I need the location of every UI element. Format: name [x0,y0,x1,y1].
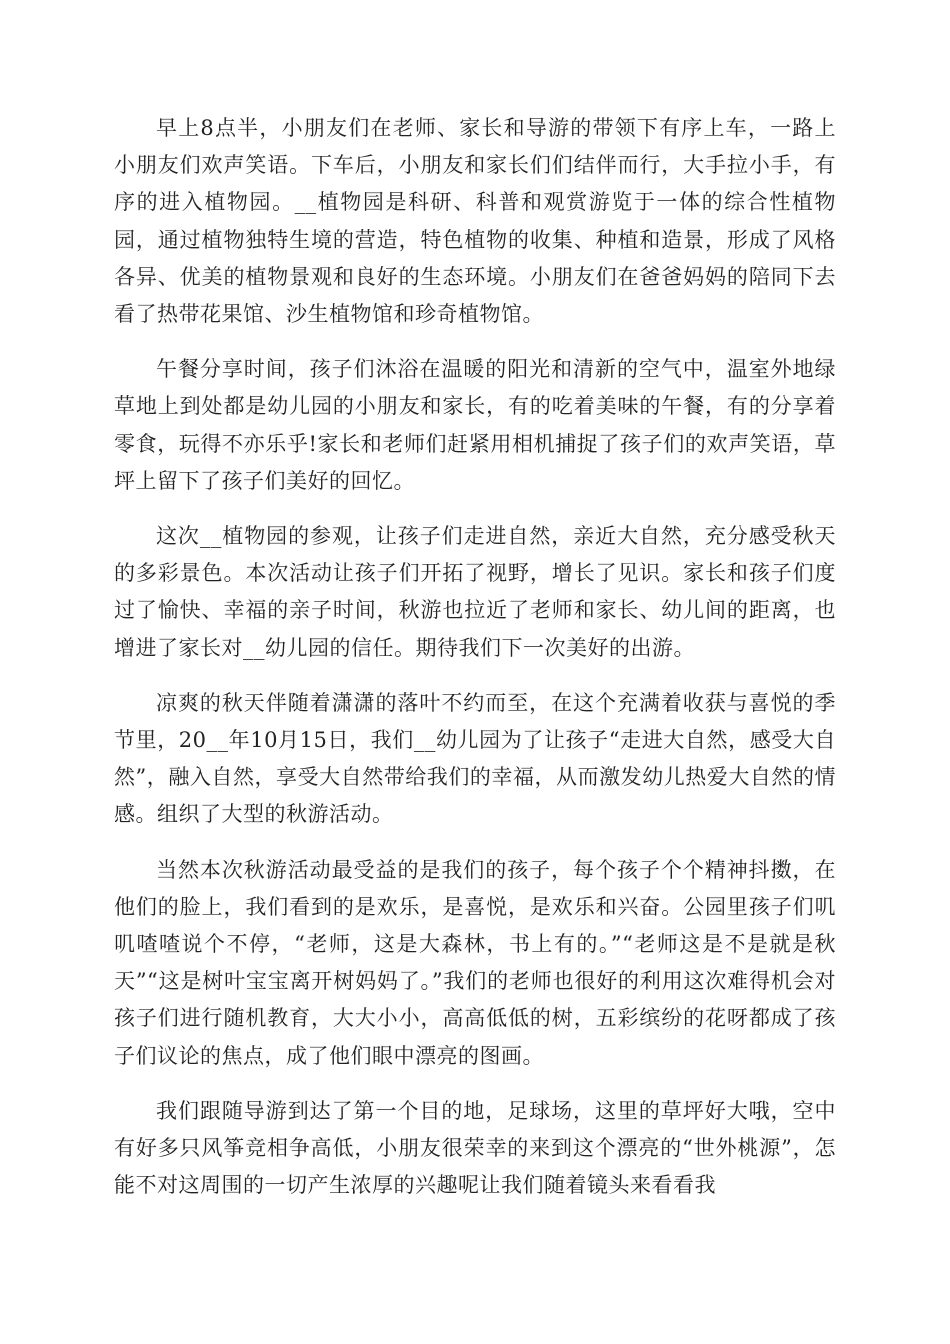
paragraph-3: 这次__植物园的参观，让孩子们走进自然，亲近大自然，充分感受秋天的多彩景色。本次活动让孩子们开拓了视野，增长了见识。家长和孩子们度过了愉快、幸福的亲子时间，秋游也拉近了老师和家长、幼儿间的距离，也增进了家长对__幼儿园的信任。期待我们下一次美好的出游。 [114,524,836,660]
paragraph-6: 我们跟随导游到达了第一个目的地，足球场，这里的草坪好大哦，空中有好多只风筝竞相争高低，小朋友很荣幸的来到这个漂亮的“世外桃源”，怎能不对这周围的一切产生浓厚的兴趣呢让我们随着镜头来看看我 [114,1098,836,1198]
paragraph-5: 当然本次秋游活动最受益的是我们的孩子，每个孩子个个精神抖擞，在他们的脸上，我们看到的是欢乐，是喜悦，是欢乐和兴奋。公园里孩子们叽叽喳喳说个不停，“老师，这是大森林，书上有的。”“老师这是不是就是秋天”“这是树叶宝宝离开树妈妈了。”我们的老师也很好的利用这次难得机会对孩子们进行随机教育，大大小小，高高低低的树，五彩缤纷的花呀都成了孩子们议论的焦点，成了他们眼中漂亮的图画。 [114,857,836,1068]
document-body [114,110,836,1222]
paragraph-2: 午餐分享时间，孩子们沐浴在温暖的阳光和清新的空气中，温室外地绿草地上到处都是幼儿园的小朋友和家长，有的吃着美味的午餐，有的分享着零食，玩得不亦乐乎!家长和老师们赶紧用相机捕捉了孩子们的欢声笑语，草坪上留下了孩子们美好的回忆。 [114,357,836,493]
paragraph-1: 早上8点半，小朋友们在老师、家长和导游的带领下有序上车，一路上小朋友们欢声笑语。下车后，小朋友和家长们们结伴而行，大手拉小手，有序的进入植物园。__植物园是科研、科普和观赏游览于一体的综合性植物园，通过植物独特生境的营造，特色植物的收集、种植和造景，形成了风格各异、优美的植物景观和良好的生态环境。小朋友们在爸爸妈妈的陪同下去看了热带花果馆、沙生植物馆和珍奇植物馆。 [114,116,836,327]
paragraph-4: 凉爽的秋天伴随着潇潇的落叶不约而至，在这个充满着收获与喜悦的季节里，20__年10月15日，我们__幼儿园为了让孩子“走进大自然，感受大自然”，融入自然，享受大自然带给我们的幸福，从而激发幼儿热爱大自然的情感。组织了大型的秋游活动。 [114,690,836,827]
